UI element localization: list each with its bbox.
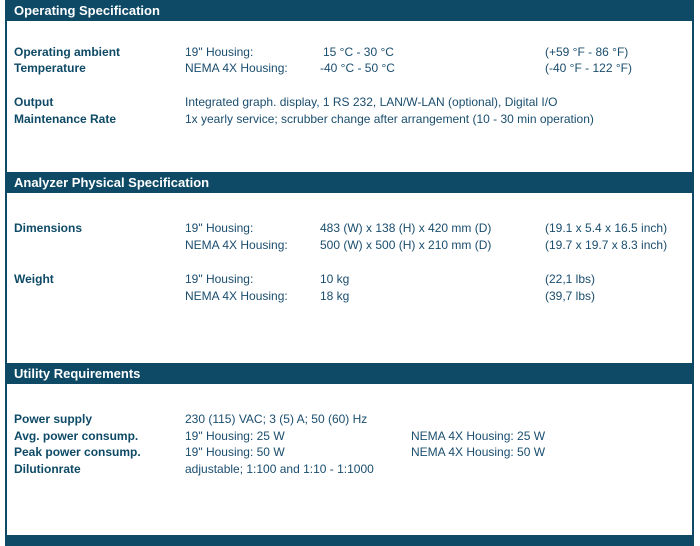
weight-label: Weight (14, 272, 54, 286)
temp-19-fahrenheit: (+59 °F - 86 °F) (545, 45, 629, 59)
avg-power-label: Avg. power consump. (14, 429, 139, 443)
output-value: Integrated graph. display, 1 RS 232, LAN/W-LAN (optional), Digital I/O (185, 95, 558, 109)
weight-nema-lbs: (39,7 lbs) (545, 289, 596, 303)
avg-power-19: 19" Housing: 25 W (185, 429, 285, 443)
operating-ambient-label: Operating ambient (14, 45, 121, 59)
dimensions-label: Dimensions (14, 221, 83, 235)
utility-requirements-header: Utility Requirements (5, 363, 694, 384)
power-supply-label: Power supply (14, 412, 93, 426)
dimensions-housing-19-label: 19" Housing: (185, 221, 254, 235)
operating-housing-nema-label: NEMA 4X Housing: (185, 61, 288, 75)
temp-19-celsius: 15 °C - 30 °C (323, 45, 394, 59)
dimensions-19-inch: (19.1 x 5.4 x 16.5 inch) (545, 221, 668, 235)
weight-19-lbs: (22,1 lbs) (545, 272, 596, 286)
dimensions-nema-mm: 500 (W) x 500 (H) x 210 mm (D) (320, 238, 492, 252)
physical-spec-header: Analyzer Physical Specification (5, 172, 694, 193)
operating-housing-19-label: 19" Housing: (185, 45, 254, 59)
power-supply-value: 230 (115) VAC; 3 (5) A; 50 (60) Hz (185, 412, 368, 426)
maintenance-rate-value: 1x yearly service; scrubber change after arrangement (10 - 30 min operation) (185, 112, 594, 126)
peak-power-label: Peak power consump. (14, 445, 141, 459)
temp-nema-celsius: -40 °C - 50 °C (320, 61, 395, 75)
weight-housing-19-label: 19" Housing: (185, 272, 254, 286)
peak-power-nema: NEMA 4X Housing: 50 W (411, 445, 546, 459)
weight-housing-nema-label: NEMA 4X Housing: (185, 289, 288, 303)
dimensions-housing-nema-label: NEMA 4X Housing: (185, 238, 288, 252)
peak-power-19: 19" Housing: 50 W (185, 445, 285, 459)
maintenance-rate-label: Maintenance Rate (14, 112, 117, 126)
avg-power-nema: NEMA 4X Housing: 25 W (411, 429, 546, 443)
bottom-bar (5, 535, 694, 546)
output-label: Output (14, 95, 54, 109)
weight-nema-kg: 18 kg (320, 289, 350, 303)
temperature-label: Temperature (14, 61, 86, 75)
operating-spec-header: Operating Specification (5, 0, 694, 21)
dilution-rate-label: Dilutionrate (14, 462, 81, 476)
weight-19-kg: 10 kg (320, 272, 350, 286)
dimensions-19-mm: 483 (W) x 138 (H) x 420 mm (D) (320, 221, 492, 235)
dimensions-nema-inch: (19.7 x 19.7 x 8.3 inch) (545, 238, 668, 252)
temp-nema-fahrenheit: (-40 °F - 122 °F) (545, 61, 632, 75)
dilution-rate-value: adjustable; 1:100 and 1:10 - 1:1000 (185, 462, 374, 476)
